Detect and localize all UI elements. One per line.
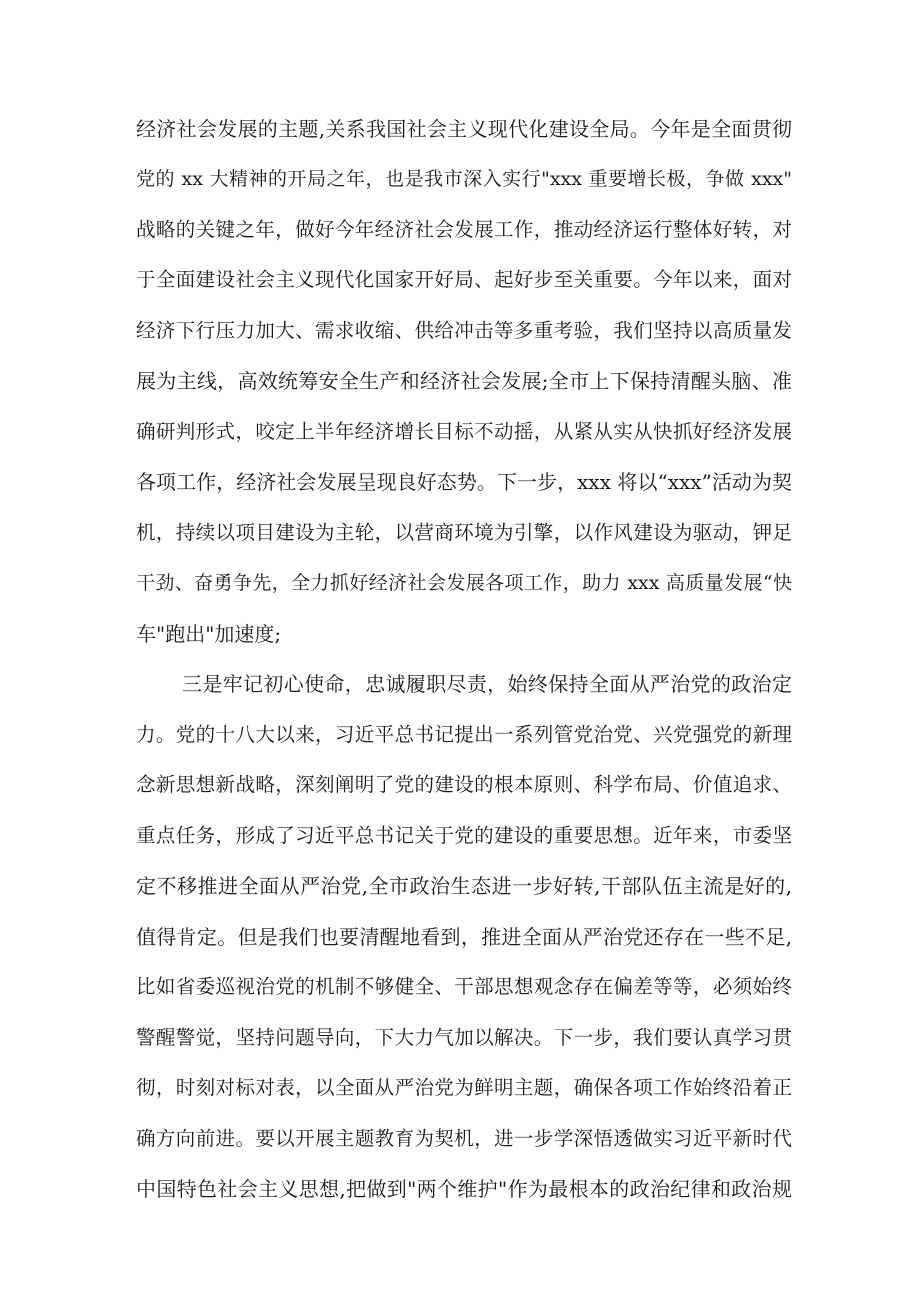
text-line: 三是牢记初心使命，忠诚履职尽责，始终保持全面从严治党的政治定 [182, 672, 792, 696]
text-line: 念新思想新战略，深刻阐明了党的建设的根本原则、科学布局、价值追求、 [136, 773, 792, 796]
text-line: 于全面建设社会主义现代化国家开好局、起好步至关重要。今年以来，面对 [136, 268, 792, 291]
text-line: 战略的关键之年，做好今年经济社会发展工作，推动经济运行整体好转，对 [136, 218, 792, 241]
text-line: 确研判形式，咬定上半年经济增长目标不动摇，从紧从实从快抓好经济发展 [136, 420, 792, 443]
text-line: 经济社会发展的主题,关系我国社会主义现代化建设全局。今年是全面贯彻 [136, 117, 792, 141]
text-line: 定不移推进全面从严治党,全市政治生态进一步好转,干部队伍主流是好的, [136, 874, 792, 898]
text-line: 各项工作，经济社会发展呈现良好态势。下一步，xxx 将以“xxx”活动为契 [136, 470, 792, 494]
text-line: 警醒警觉，坚持问题导向，下大力气加以解决。下一步，我们要认真学习贯 [136, 1026, 792, 1049]
text-line: 机，持续以项目建设为主轮，以营商环境为引擎，以作风建设为驱动，钾足 [136, 521, 792, 544]
text-line: 值得肯定。但是我们也要清醒地看到，推进全面从严治党还存在一些不足, [136, 925, 792, 949]
text-line: 彻，时刻对标对表，以全面从严治党为鲜明主题，确保各项工作始终沿着正 [136, 1076, 792, 1099]
text-line: 确方向前进。要以开展主题教育为契机，进一步学深悟透做实习近平新时代 [136, 1127, 792, 1150]
text-line: 力。党的十八大以来，习近平总书记提出一系列管党治党、兴党强党的新理 [136, 723, 792, 746]
text-line: 经济下行压力加大、需求收缩、供给冲击等多重考验，我们坚持以高质量发 [136, 319, 792, 342]
text-line: 中国特色社会主义思想,把做到"两个维护"作为最根本的政治纪律和政治规 [136, 1177, 792, 1201]
text-line: 展为主线，高效统筹安全生产和经济社会发展;全市上下保持清醒头脑、准 [136, 369, 792, 393]
text-line: 党的 xx 大精神的开局之年，也是我市深入实行"xxx 重要增长极，争做 xxx" [136, 168, 792, 190]
text-line: 干劲、奋勇争先，全力抓好经济社会发展各项工作，助力 xxx 高质量发展“快 [136, 572, 792, 594]
text-line: 比如省委巡视治党的机制不够健全、干部思想观念存在偏差等等，必须始终 [136, 975, 792, 998]
text-line: 车"跑出"加速度; [136, 622, 282, 646]
text-line: 重点任务，形成了习近平总书记关于党的建设的重要思想。近年来，市委坚 [136, 824, 792, 847]
